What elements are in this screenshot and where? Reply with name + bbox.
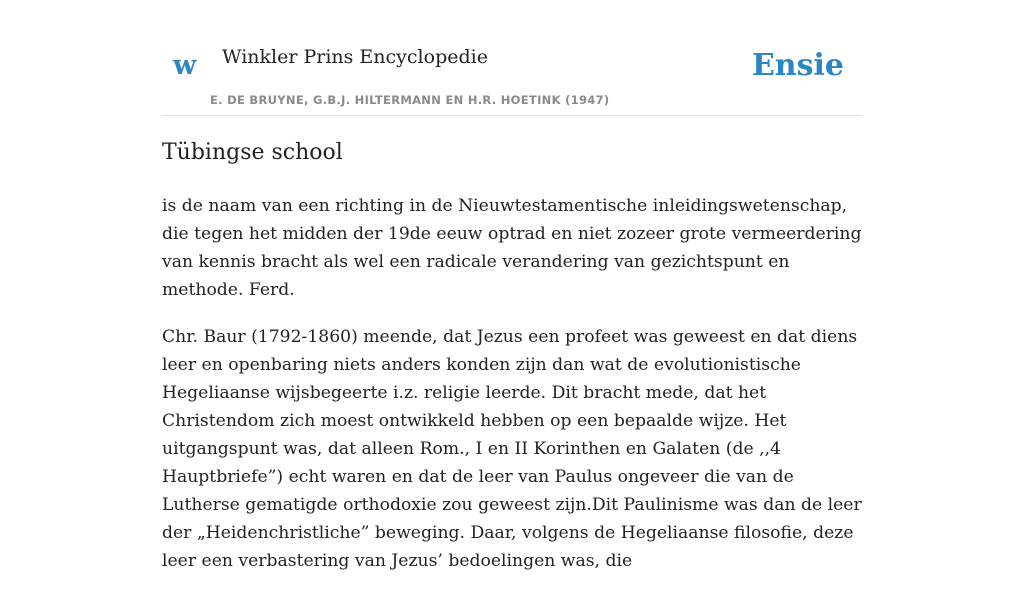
article-paragraph: is de naam van een richting in de Nieuwtestamentische inleidingswetenschap, die tegen het midden der 19de eeuw optrad en niet zozeer grote vermeerdering van kennis bracht als wel een radicale verandering van gezichtspunt en methode. Ferd. [162,196,862,300]
article-body [162,192,862,594]
article-paragraph: Chr. Baur (1792-1860) meende, dat Jezus een profeet was geweest en dat diens leer en openbaring niets anders konden zijn dan wat de evolutionistische Hegeliaanse wijsbegeerte i.z. religie leerde. Dit bracht mede, dat het Christendom zich moest ontwikkeld hebben op een bepaalde wijze. Het uitgangspunt was, dat alleen Rom., I en II Korinthen en Galaten (de ,,4 Hauptbriefe”) echt waren en dat de leer van Paulus ongeveer die van de Lutherse gematigde orthodoxie zou geweest zijn.Dit Paulinisme was dan de leer der „Heidenchristliche” beweging. Daar, volgens de Hegeliaanse filosofie, deze leer een verbastering van Jezus’ bedoelingen was, die [162,327,862,571]
page [162,0,862,571]
source-authors: E. DE BRUYNE, G.B.J. HILTERMANN EN H.R. HOETINK (1947) [210,93,610,107]
article-title: Tübingse school [162,140,343,165]
site-header [162,0,862,116]
ensie-logo-link[interactable]: Ensie [751,48,844,83]
winkler-prins-logo-icon[interactable]: w [173,50,197,81]
source-title-link[interactable]: Winkler Prins Encyclopedie [222,46,488,68]
